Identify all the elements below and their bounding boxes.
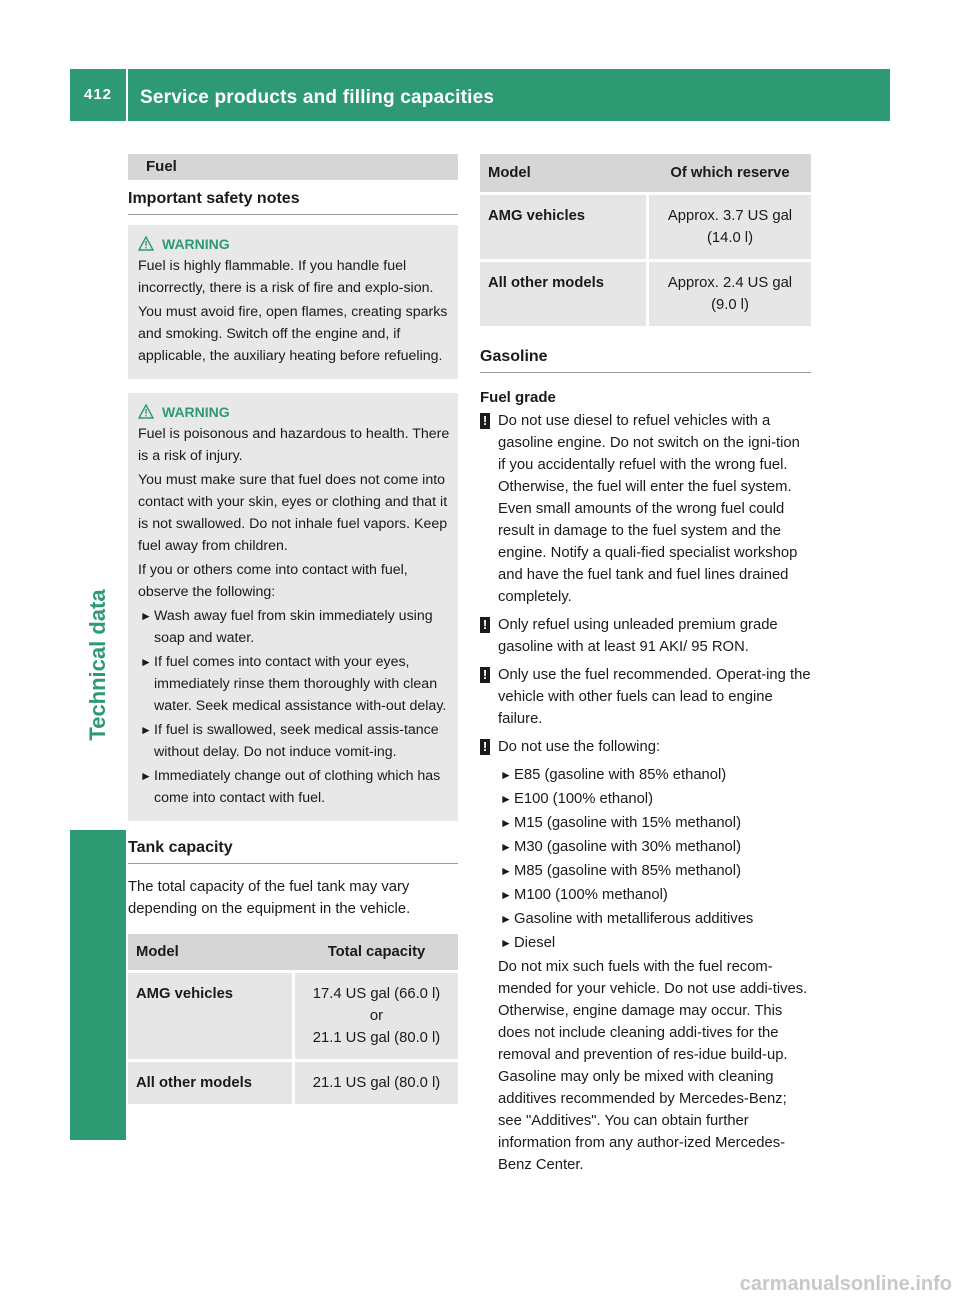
list-item: ► Gasoline with metalliferous additives — [498, 908, 811, 930]
bullet-arrow-icon: ► — [140, 655, 152, 669]
gasoline-heading: Gasoline — [480, 348, 811, 373]
warning-paragraph: If you or others come into contact with fuel, observe the following: — [138, 562, 408, 600]
warning-paragraph: Fuel is poisonous and hazardous to health. There is a risk of injury. — [138, 426, 450, 464]
list-item: ► M30 (gasoline with 30% methanol) — [498, 836, 811, 858]
fuel-grade-heading: Fuel grade — [480, 389, 556, 406]
column-header-model: Model — [480, 154, 649, 192]
column-header-reserve: Of which reserve — [649, 154, 811, 192]
capacity-cell: 17.4 US gal (66.0 l) or 21.1 US gal (80.0 l) — [295, 970, 458, 1059]
notice-item: ! Only use the fuel recommended. Operat-ing the vehicle with other fuels can lead to engine failure. — [480, 664, 811, 730]
notice-item: ! Do not use the following: — [480, 736, 811, 758]
table-header-row — [128, 934, 458, 970]
capacity-cell: 21.1 US gal (80.0 l) — [295, 1059, 458, 1104]
bullet-arrow-icon: ► — [500, 864, 512, 878]
table-row — [128, 970, 458, 1059]
list-item: ► E100 (100% ethanol) — [498, 788, 811, 810]
warning-title: WARNING — [138, 401, 450, 423]
reserve-cell: Approx. 3.7 US gal (14.0 l) — [649, 192, 811, 259]
list-item: ► If fuel comes into contact with your eyes, immediately rinse them thoroughly with clean water. Seek medical assistance with-out delay. — [138, 651, 450, 717]
notice-exclamation-icon: ! — [480, 413, 490, 429]
notice-exclamation-icon: ! — [480, 667, 490, 683]
side-label-text: Technical data — [85, 589, 110, 741]
bullet-arrow-icon: ► — [500, 912, 512, 926]
notice-exclamation-icon: ! — [480, 617, 490, 633]
first-aid-list — [138, 605, 450, 809]
table-header-row — [480, 154, 811, 192]
warning-triangle-icon — [138, 404, 154, 420]
left-column — [128, 154, 458, 1104]
reserve-capacity-table — [480, 154, 811, 326]
bullet-arrow-icon: ► — [140, 769, 152, 783]
tank-capacity-heading: Tank capacity — [128, 839, 458, 864]
warning-title: WARNING — [138, 233, 450, 255]
notice-item: ! Only refuel using unleaded premium grade gasoline with at least 91 AKI/ 95 RON. — [480, 614, 811, 658]
model-cell: All other models — [128, 1059, 295, 1104]
reserve-cell: Approx. 2.4 US gal (9.0 l) — [649, 259, 811, 326]
table-row — [480, 259, 811, 326]
side-section-label — [70, 510, 126, 820]
watermark: carmanualsonline.info — [739, 1273, 952, 1295]
tank-capacity-intro: The total capacity of the fuel tank may vary depending on the equipment in the vehicle. — [128, 879, 411, 917]
right-column — [480, 154, 811, 1176]
bullet-arrow-icon: ► — [140, 723, 152, 737]
prohibited-fuels-list — [480, 764, 811, 954]
model-cell: All other models — [480, 259, 649, 326]
bullet-arrow-icon: ► — [500, 816, 512, 830]
column-header-total-capacity: Total capacity — [295, 934, 458, 970]
bullet-arrow-icon: ► — [500, 768, 512, 782]
list-item: ► Wash away fuel from skin immediately using soap and water. — [138, 605, 450, 649]
header-divider — [126, 69, 128, 121]
warning-paragraph: You must make sure that fuel does not come into contact with your skin, eyes or clothing and that it is not swallowed. Do not inhale fuel vapors. Keep fuel away from children. — [138, 472, 448, 554]
bullet-arrow-icon: ► — [140, 609, 152, 623]
bullet-arrow-icon: ► — [500, 936, 512, 950]
list-item: ► E85 (gasoline with 85% ethanol) — [498, 764, 811, 786]
model-cell: AMG vehicles — [128, 970, 295, 1059]
list-item: ► If fuel is swallowed, seek medical assis-tance without delay. Do not induce vomit-ing. — [138, 719, 450, 763]
list-item: ► M15 (gasoline with 15% methanol) — [498, 812, 811, 834]
list-item: ► M100 (100% methanol) — [498, 884, 811, 906]
warning-box-flammable — [128, 225, 458, 379]
list-item: ► M85 (gasoline with 85% methanol) — [498, 860, 811, 882]
notice-exclamation-icon: ! — [480, 739, 490, 755]
warning-triangle-icon — [138, 236, 154, 252]
warning-paragraph: You must avoid fire, open flames, creating sparks and smoking. Switch off the engine and, if applicable, the auxiliary heating before refueling. — [138, 304, 448, 364]
notice-item: ! Do not use diesel to refuel vehicles with a gasoline engine. Do not switch on the igni-tion if you accidentally refuel with the wrong fuel. Otherwise, the fuel will enter the fuel system. Even small amounts of the wrong fuel could result in damage to the fuel system and the engine. Notify a quali-fied specialist workshop and have the fuel tank and fuel lines drained completely. — [480, 410, 811, 608]
warning-paragraph: Fuel is highly flammable. If you handle fuel incorrectly, there is a risk of fire and explo-sion. — [138, 258, 434, 296]
bullet-arrow-icon: ► — [500, 792, 512, 806]
side-tab-marker — [70, 830, 126, 1140]
list-item: ► Diesel — [498, 932, 811, 954]
closing-paragraph: Do not mix such fuels with the fuel recom-mended for your vehicle. Do not use addi-tives. Otherwise, engine damage may occur. This does not include cleaning addi-tives for the removal and prevention of res-idue build-up. Gasoline may only be mixed with cleaning additives recommended by Mercedes-Benz; see "Additives". You can obtain further information from any author-ized Mercedes-Benz Center. — [498, 959, 808, 1173]
bullet-arrow-icon: ► — [500, 840, 512, 854]
table-row — [480, 192, 811, 259]
page-number: 412 — [83, 86, 113, 103]
page-title: Service products and filling capacities — [140, 87, 495, 108]
safety-notes-heading: Important safety notes — [128, 190, 458, 215]
bullet-arrow-icon: ► — [500, 888, 512, 902]
column-header-model: Model — [128, 934, 295, 970]
warning-box-poisonous — [128, 393, 458, 821]
table-row — [128, 1059, 458, 1104]
model-cell: AMG vehicles — [480, 192, 649, 259]
list-item: ► Immediately change out of clothing which has come into contact with fuel. — [138, 765, 450, 809]
section-title-fuel: Fuel — [128, 154, 458, 180]
total-capacity-table — [128, 934, 458, 1104]
